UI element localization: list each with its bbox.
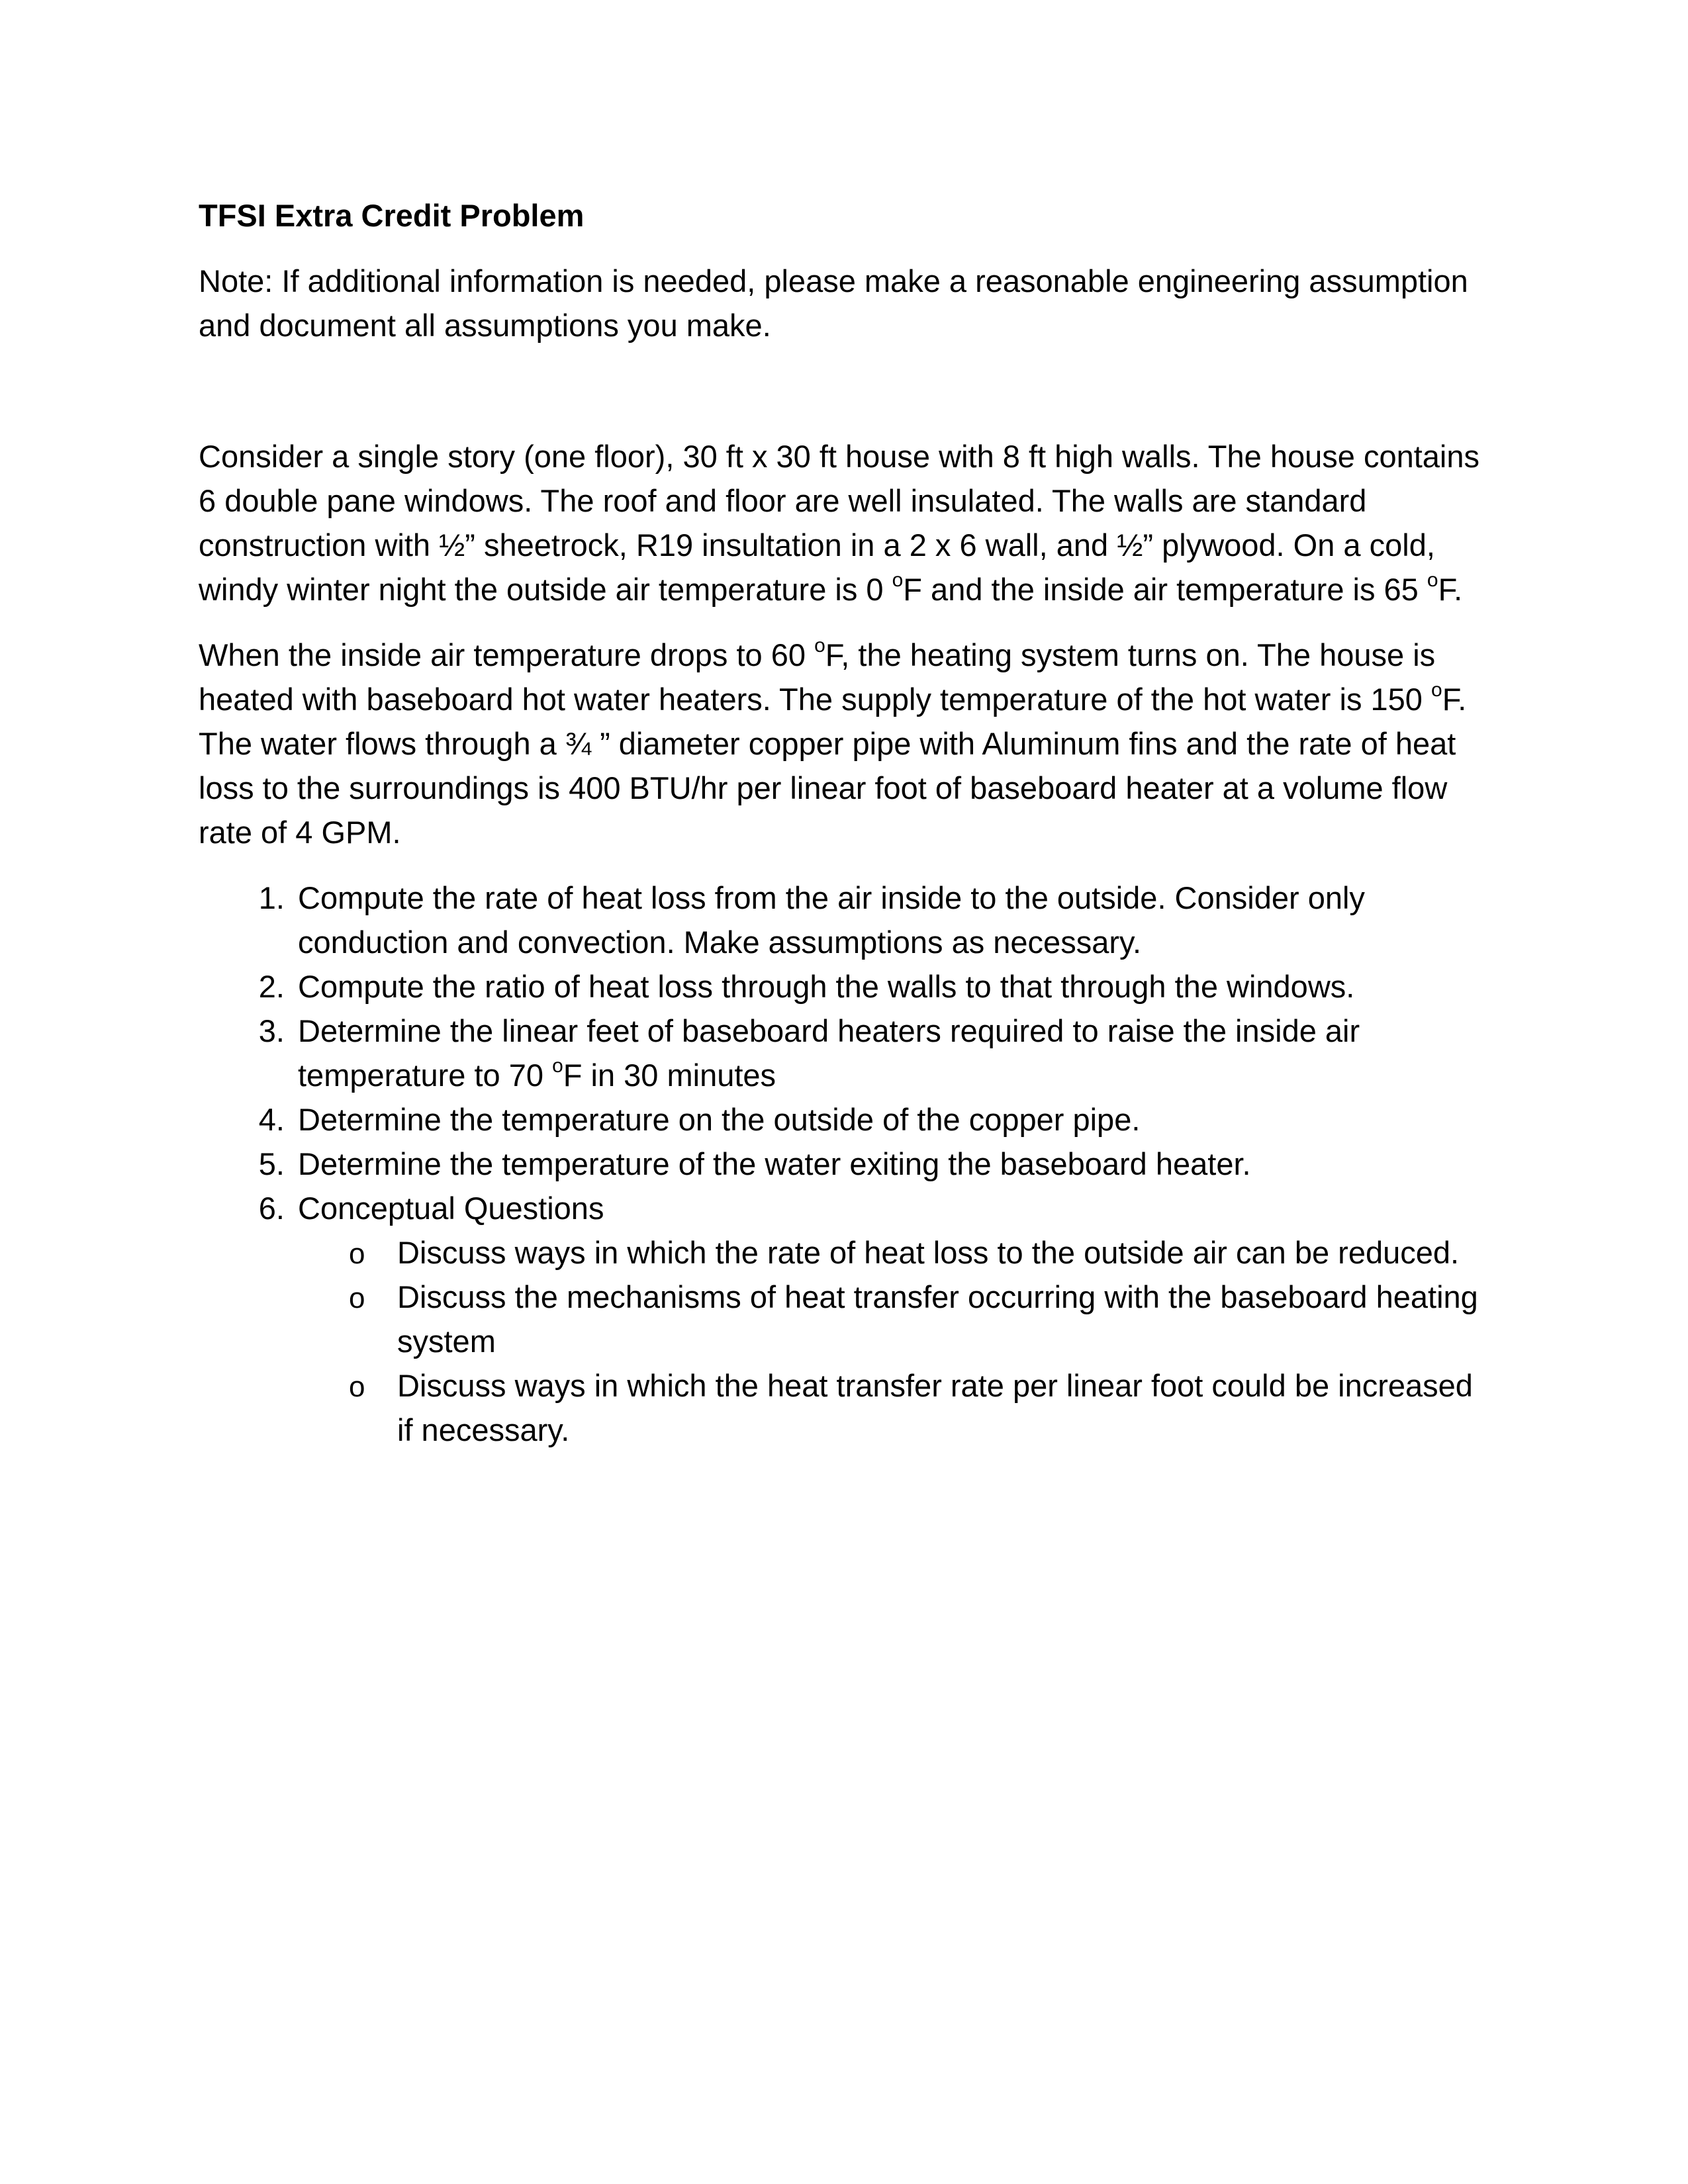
item-text-2: F in 30 minutes [563,1058,776,1093]
sub-list-item [298,1363,1496,1452]
bullet-marker: o [349,1282,365,1314]
list-item [199,1009,1496,1097]
question-list [199,876,1496,1452]
bullet-marker: o [349,1238,365,1270]
para2-text-3: F. The water flows through a ¾ ” diameter copper pipe with Aluminum fins and the rate of heat loss to the surroundings is 400 BTU/hr per linear foot of baseboard heater at a volume flow rate of 4 GPM. [199,682,1467,850]
sub-item-text: Discuss ways in which the heat transfer rate per linear foot could be increased if necessary. [397,1368,1473,1447]
document-content [199,193,1496,1452]
para2-text-1: When the inside air temperature drops to 60 [199,637,815,672]
degree-symbol: o [552,1055,563,1077]
sub-item-text: Discuss the mechanisms of heat transfer occurring with the baseboard heating system [397,1279,1478,1359]
sub-item-text: Discuss ways in which the rate of heat loss to the outside air can be reduced. [397,1235,1460,1270]
item-number: 6. [258,1191,285,1226]
item-text-1: Determine the linear feet of baseboard heaters required to raise the inside air temperature to 70 [298,1013,1360,1093]
list-item [199,1186,1496,1452]
heating-system-paragraph [199,633,1496,854]
problem-statement-paragraph [199,434,1496,612]
degree-symbol: o [1427,569,1438,592]
list-item [199,1097,1496,1142]
degree-symbol: o [892,569,904,592]
sub-list-item [298,1230,1496,1275]
item-text: Conceptual Questions [298,1191,604,1226]
conceptual-question-list [298,1230,1496,1452]
list-item [199,1142,1496,1186]
degree-symbol: o [1431,679,1442,702]
degree-symbol: o [814,635,825,657]
item-number: 5. [258,1146,285,1181]
sub-list-item [298,1275,1496,1363]
document-title: TFSI Extra Credit Problem [199,198,585,233]
list-item [199,964,1496,1009]
item-text: Compute the ratio of heat loss through the walls to that through the windows. [298,969,1355,1004]
para1-text-3: F. [1438,572,1463,607]
item-number: 3. [258,1013,285,1048]
list-item [199,876,1496,964]
bullet-marker: o [349,1371,365,1403]
para1-text-2: F and the inside air temperature is 65 [903,572,1427,607]
para2-text-2: F, the heating system turns on. The house is heated with baseboard hot water heaters. The supply temperature of the hot water is 150 [199,637,1436,717]
para1-text-1: Consider a single story (one floor), 30 ft x 30 ft house with 8 ft high walls. The house contains 6 double pane windows. The roof and floor are well insulated. The walls are standard construction with ½” sheetrock, R19 insultation in a 2 x 6 wall, and ½” plywood. On a cold, windy winter night the outside air temperature is 0 [199,439,1480,607]
item-text: Determine the temperature on the outside of the copper pipe. [298,1102,1141,1137]
item-number: 1. [258,880,285,915]
item-text: Compute the rate of heat loss from the air inside to the outside. Consider only conduction and convection. Make assumptions as necessary. [298,880,1365,960]
item-text: Determine the temperature of the water exiting the baseboard heater. [298,1146,1251,1181]
item-number: 4. [258,1102,285,1137]
note-paragraph: Note: If additional information is needed, please make a reasonable engineering assumption and document all assumptions you make. [199,263,1468,343]
item-number: 2. [258,969,285,1004]
